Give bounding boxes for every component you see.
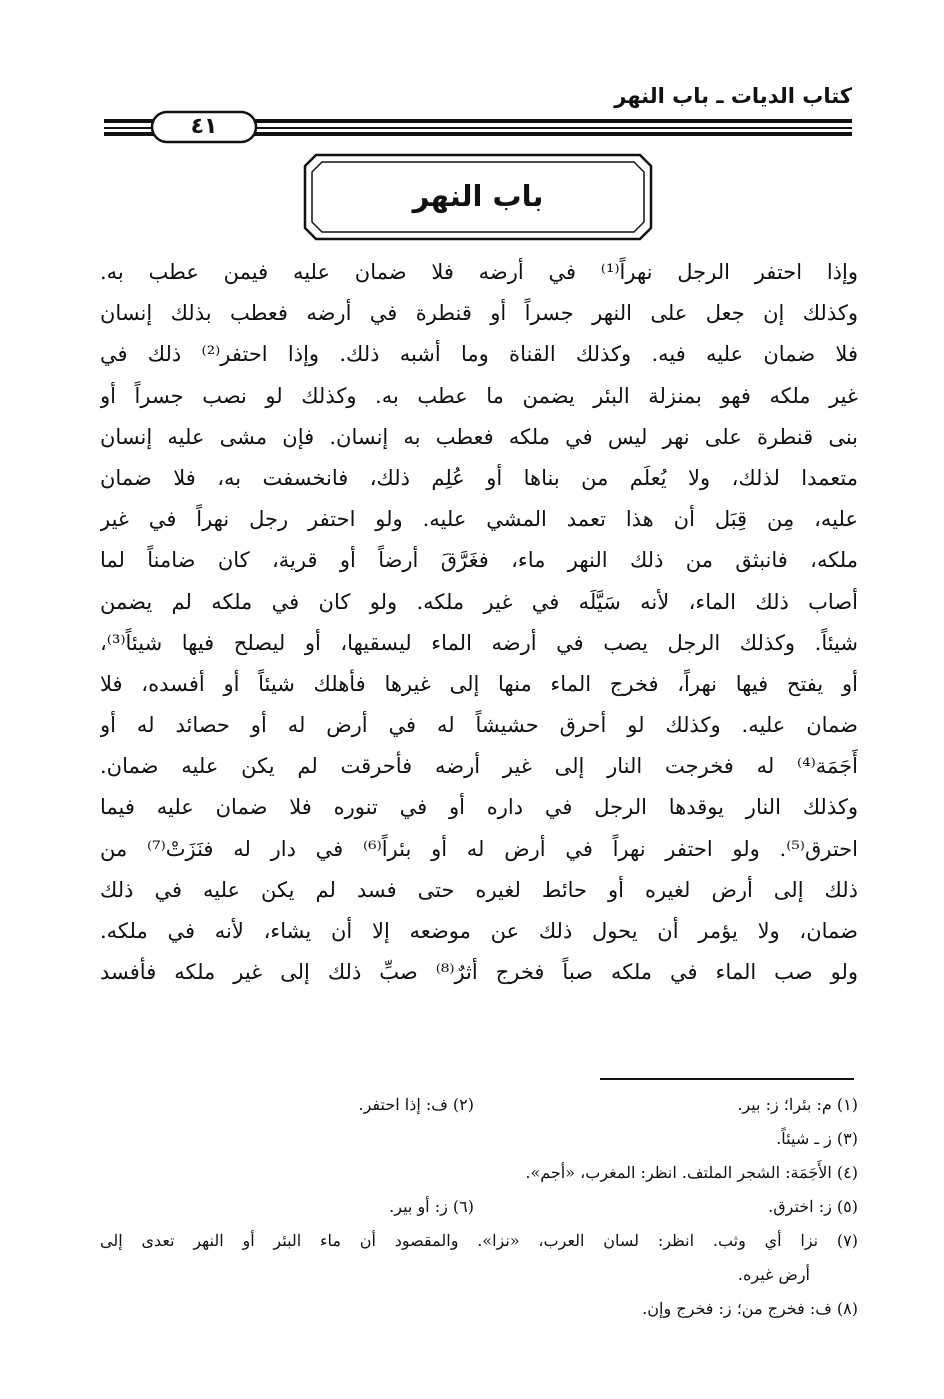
footnote-row [100, 1190, 858, 1224]
text-line: وكذلك إن جعل على النهر جسراً أو قنطرة في أرضه فعطب بذلك إنسان [100, 301, 858, 326]
footnote-1: (١) م: بئرا؛ ز: بير. [737, 1095, 858, 1114]
footnote-7: (٧) نزا أي وثب. انظر: لسان العرب، «نزا». والمقصود أن ماء البئر أو النهر تعدى إلى [100, 1231, 858, 1250]
footnote-3: (٣) ز ـ شيئاً. [776, 1129, 858, 1148]
text-line: أَجَمَة⁽⁴⁾ له فخرجت النار إلى غير أرضه فأحرقت لم يكن عليه ضمان. [100, 754, 858, 779]
running-title: كتاب الديات ـ باب النهر [614, 84, 852, 108]
text-line: شيئاً. وكذلك الرجل يصب في أرضه الماء ليسقيها، أو ليصلح فيها شيئاً⁽³⁾، [100, 630, 858, 655]
text-line: ضمان، ولا يؤمر أن يحول ذلك عن موضعه إلا أن يشاء، لأنه في ملكه. [100, 919, 858, 943]
chapter-title-frame [302, 152, 654, 242]
page-number: ٤١ [190, 114, 218, 139]
text-line: أو يفتح فيها نهراً، فخرج الماء منها إلى غيرها فأهلك شيئاً أو أفسده، فلا [100, 671, 858, 696]
footnote-row [100, 1088, 858, 1122]
text-line: ذلك إلى أرض لغيره أو حائط لغيره حتى فسد لم يكن عليه في ذلك [100, 877, 858, 902]
footnote-2: (٢) ف: إذا احتفر. [358, 1095, 474, 1114]
footnote-separator [600, 1078, 854, 1080]
text-line: ملكه، فانبثق من ذلك النهر ماء، فغَرَّقَ أرضاً أو قرية، كان ضامناً لما [100, 548, 858, 573]
text-line: عليه، مِن قِبَل أن هذا تعمد المشي عليه. ولو احتفر رجل نهراً في غير [100, 507, 858, 532]
header-rule [104, 110, 852, 144]
text-line: بنى قنطرة على نهر ليس في ملكه فعطب به إنسان. فإن مشى عليه إنسان [100, 424, 858, 449]
footnote-5: (٥) ز: اخترق. [768, 1197, 858, 1216]
main-text [100, 252, 858, 993]
text-line: وكذلك النار يوقدها الرجل في داره أو في تنوره فلا ضمان عليه فيما [100, 795, 858, 820]
text-line: وإذا احتفر الرجل نهراً⁽¹⁾ في أرضه فلا ضمان عليه فيمن عطب به. [100, 260, 858, 284]
text-line: ضمان عليه. وكذلك لو أحرق حشيشاً له في أرض له أو حصائد له أو [100, 713, 858, 738]
text-line: متعمدا لذلك، ولا يُعلَم من بناها أو عُلِم ذلك، فانخسفت به، فلا ضمان [100, 465, 858, 490]
footnote-row [100, 1122, 858, 1156]
footnote-7-continued: أرض غيره. [737, 1265, 810, 1284]
footnote-4: (٤) الأَجَمَة: الشجر الملتف. انظر: المغرب، «أجم». [525, 1163, 858, 1182]
text-line: أصاب ذلك الماء، لأنه سَيَّلَه في غير ملكه. ولو كان في ملكه لم يضمن [100, 589, 858, 614]
footnote-row [100, 1156, 858, 1190]
text-line: غير ملكه فهو بمنزلة البئر يضمن ما عطب به. وكذلك لو نصب جسراً أو [100, 383, 858, 408]
text-line: فلا ضمان عليه فيه. وكذلك القناة وما أشبه ذلك. وإذا احتفر⁽²⁾ ذلك في [100, 342, 858, 367]
footnote-8: (٨) ف: فخرج من؛ ز: فخرج وإن. [642, 1299, 858, 1318]
text-line: احترق⁽⁵⁾. ولو احتفر نهراً في أرض له أو بئراً⁽⁶⁾ في دار له فنَزَتْ⁽⁷⁾ من [100, 836, 858, 861]
footnote-6: (٦) ز: أو بير. [389, 1197, 474, 1216]
text-line: ولو صب الماء في ملكه صباً فخرج أثرٌ⁽⁸⁾ صبِّ ذلك إلى غير ملكه فأفسد [100, 960, 858, 985]
footnotes [100, 1088, 858, 1326]
footnote-row [100, 1292, 858, 1326]
chapter-title: باب النهر [412, 179, 544, 213]
